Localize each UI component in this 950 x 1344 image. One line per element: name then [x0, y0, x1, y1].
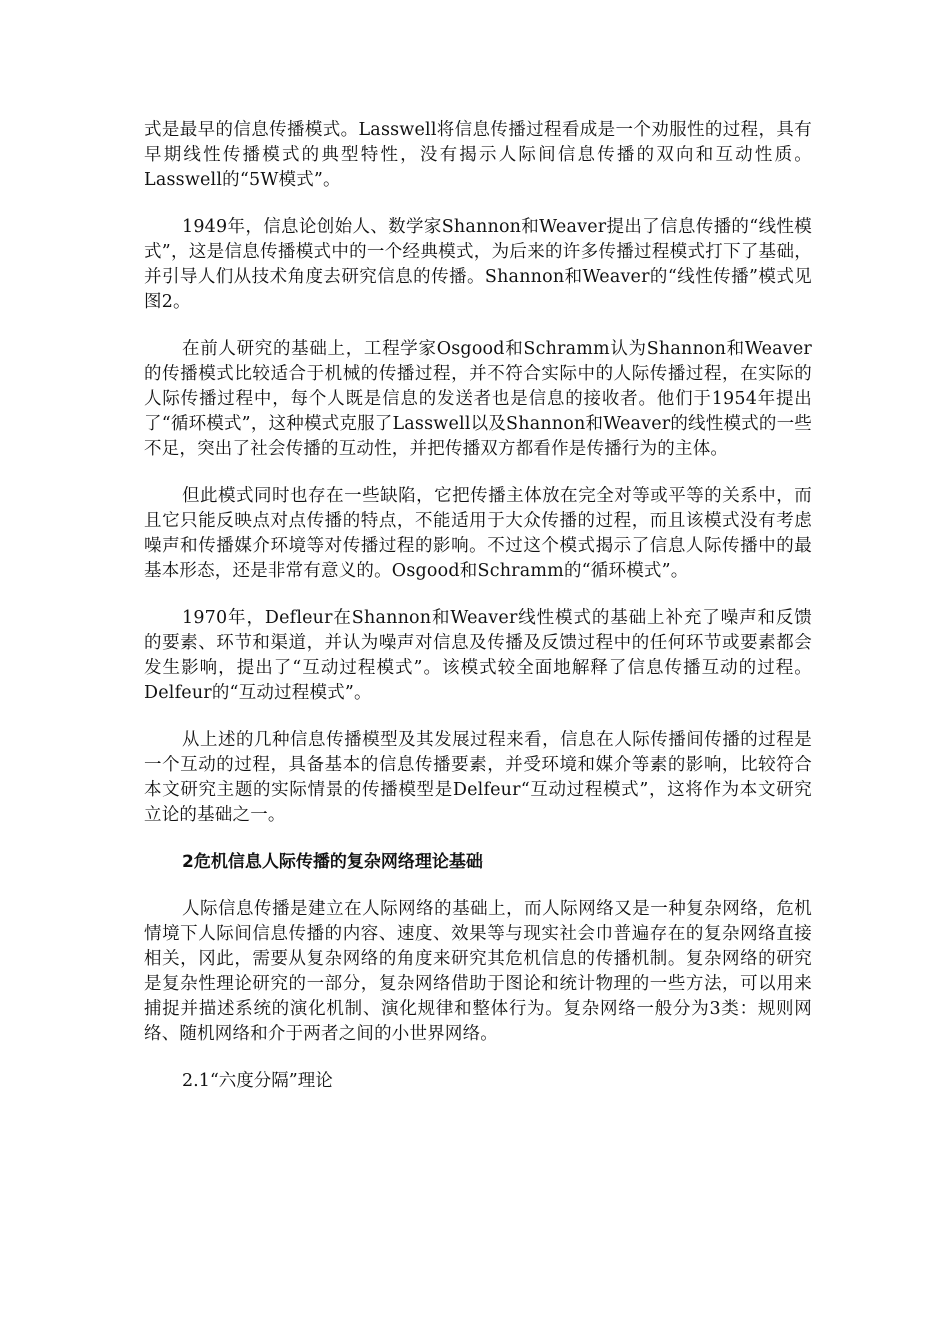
paragraph-osgood-schramm: 在前人研究的基础上，工程学家Osgood和Schramm认为Shannon和Weaver的传播模式比较适合于机械的传播过程，并不符合实际中的人际传播过程，在实际的人际传播过程中，每个人既是信息的发送者也是信息的接收者。他们于1954年提出了“循环模式”，这种模式克服了Lasswell以及Shannon和Weaver的线性模式的一些不足，突出了社会传播的互动性，并把传播双方都看作是传播行为的主体。 [144, 339, 812, 459]
paragraph-model-defects: 但此模式同时也存在一些缺陷，它把传播主体放在完全对等或平等的关系中，而且它只能反映点对点传播的特点，不能适用于大众传播的过程，而且该模式没有考虑噪声和传播媒介环境等对传播过程的影响。不过这个模式揭示了信息人际传播中的最基本形态，还是非常有意义的。Osgood和Schramm的“循环模式”。 [144, 486, 812, 581]
paragraph-complex-network: 人际信息传播是建立在人际网络的基础上，而人际网络又是一种复杂网络，危机情境下人际间信息传播的内容、速度、效果等与现实社会巾普遍存在的复杂网络直接相关，冈此，需要从复杂网络的角度来研究其危机信息的传播机制。复杂网络的研究是复杂性理论研究的一部分，复杂网络借助于图论和统计物理的一些方法，可以用来捕捉并描述系统的演化机制、演化规律和整体行为。复杂网络一般分为3类：规则网络、随机网络和介于两者之间的小世界网络。 [144, 899, 812, 1044]
section-heading: 2危机信息人际传播的复杂网络理论基础 [182, 852, 483, 872]
paragraph-summary: 从上述的几种信息传播模型及其发展过程来看，信息在人际传播间传播的过程是一个互动的过程，具备基本的信息传播要素，并受环境和媒介等素的影响，比较符合本文研究主题的实际情景的传播模型是Delfeur“互动过程模式”，这将作为本文研究立论的基础之一。 [144, 730, 812, 825]
paragraph-shannon-weaver: 1949年，信息论创始人、数学家Shannon和Weaver提出了信息传播的“线性模式”，这是信息传播模式中的一个经典模式，为后来的许多传播过程模式打下了基础，并引导人们从技术角度去研究信息的传播。Shannon和Weaver的“线性传播”模式见图2。 [144, 217, 812, 312]
document-page [144, 118, 812, 1116]
paragraph-defleur: 1970年，Defleur在Shannon和Weaver线性模式的基础上补充了噪声和反馈的要素、环节和渠道，并认为噪声对信息及传播及反馈过程中的任何环节或要素都会发生影响，提出了“互动过程模式”。该模式较全面地解释了信息传播互动的过程。Delfeur的“互动过程模式”。 [144, 608, 812, 703]
paragraph-lasswell: 式是最早的信息传播模式。Lasswell将信息传播过程看成是一个劝服性的过程，具有早期线性传播模式的典型特性，没有揭示人际间信息传播的双向和互动性质。Lasswell的“5W模式”。 [144, 120, 812, 190]
subsection-heading: 2.1“六度分隔”理论 [182, 1071, 333, 1091]
